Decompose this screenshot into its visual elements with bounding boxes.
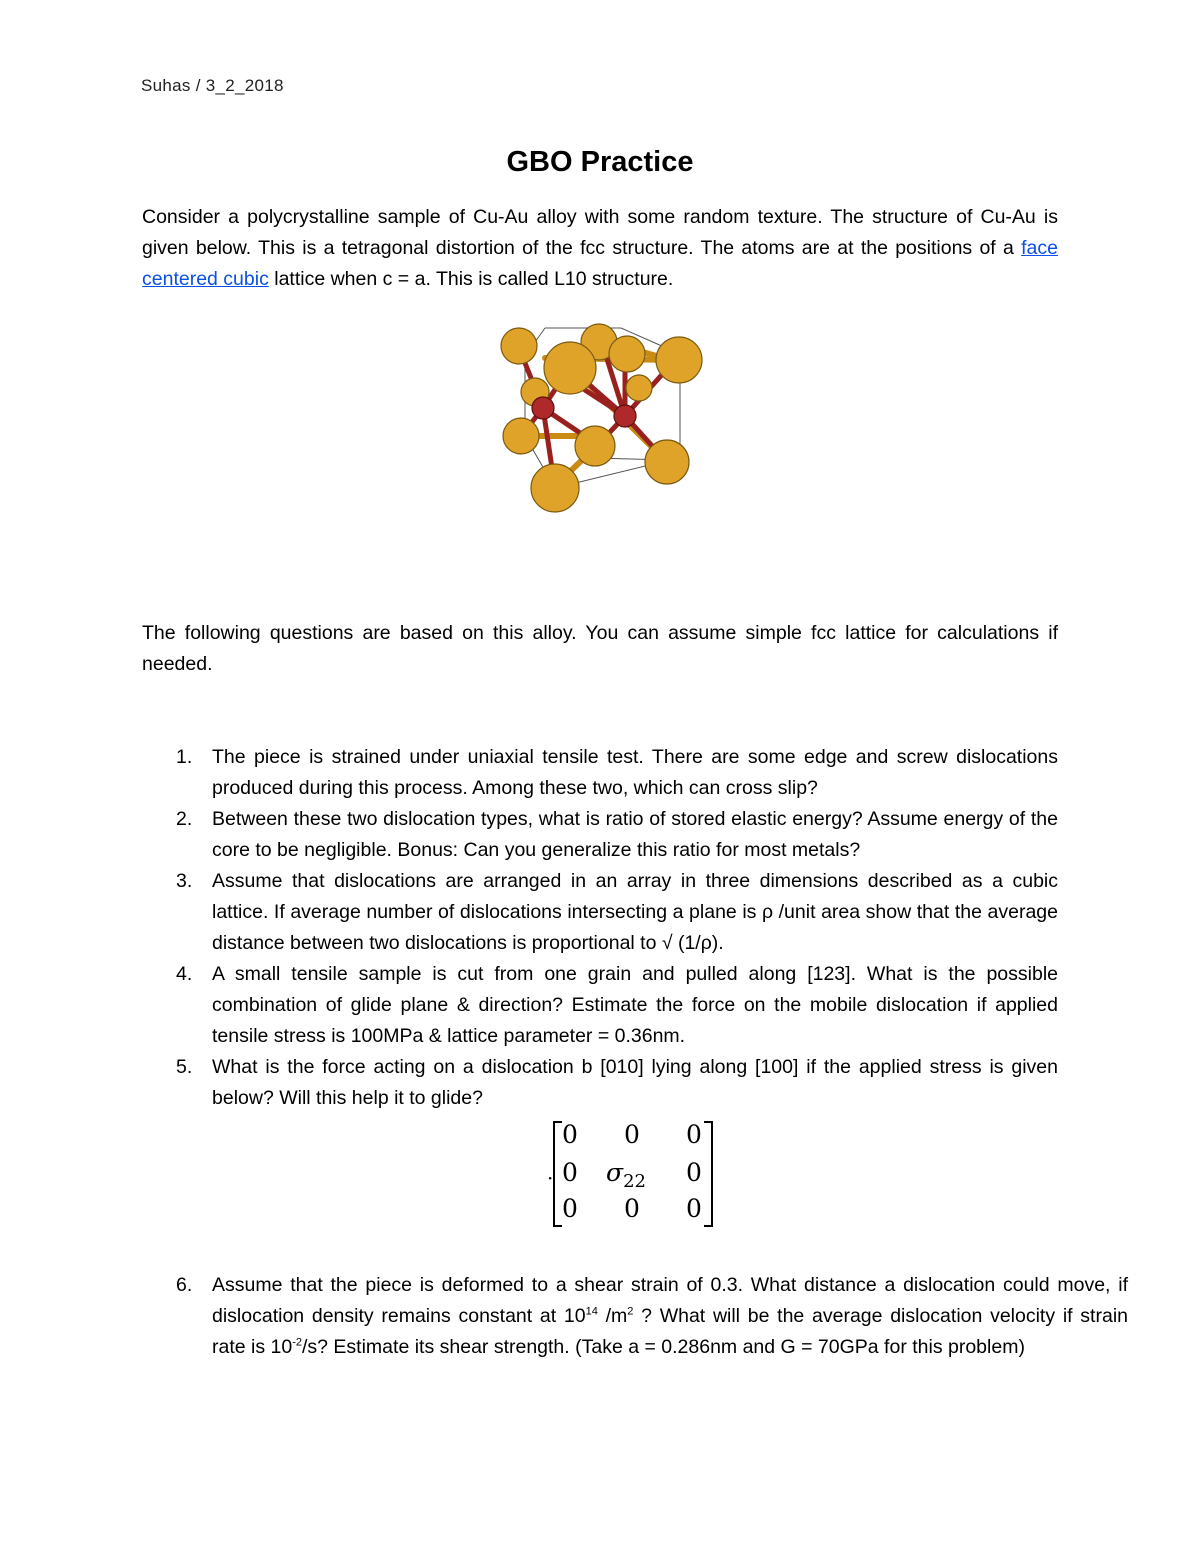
question6-text-part3: ? What will be the average dislocation velocity if strain rate is 10 bbox=[212, 1305, 1128, 1358]
matrix-cell: 0 bbox=[686, 1158, 702, 1187]
stress-matrix bbox=[536, 1118, 726, 1230]
question-number: 3. bbox=[176, 870, 193, 892]
question-number: 2. bbox=[176, 808, 193, 830]
matrix-cell: 0 bbox=[686, 1120, 702, 1149]
question6-exponent-1: 14 bbox=[585, 1305, 598, 1318]
matrix-cell-sigma22: $\sigma_{22}$ bbox=[606, 1158, 646, 1192]
question-text: A small tensile sample is cut from one grain and pulled along [123]. What is the possible combination of glide plane & direction? Estimate the force on the mobile dislocation if applied tensile stress is 100MPa & lattice parameter = 0.36nm. bbox=[212, 963, 1058, 1047]
question-text: What is the force acting on a dislocation b [010] lying along [100] if the applied stress is given below? Will this help it to glide? bbox=[212, 1056, 1058, 1109]
list-item bbox=[142, 866, 1058, 959]
question6-exponent-3: -2 bbox=[292, 1336, 302, 1349]
question-text: Between these two dislocation types, what is ratio of stored elastic energy? Assume energy of the core to be negligible. Bonus: Can you generalize this ratio for most metals? bbox=[212, 808, 1058, 861]
fcc-link[interactable]: face centered cubic bbox=[142, 237, 1058, 290]
question6-text-part2: /m bbox=[597, 1305, 628, 1327]
question-number: 4. bbox=[176, 963, 193, 985]
question-number: 6. bbox=[176, 1274, 193, 1296]
question-text: The piece is strained under uniaxial tensile test. There are some edge and screw dislocations produced during this process. Among these two, which can cross slip? bbox=[212, 746, 1058, 799]
question-text: Assume that dislocations are arranged in an array in three dimensions described as a cubic lattice. If average number of dislocations intersecting a plane is ρ /unit area show that the average distance between two dislocations is proportional to √ (1/ρ). bbox=[212, 870, 1058, 954]
list-item bbox=[142, 959, 1058, 1052]
matrix-cell: 0 bbox=[562, 1194, 578, 1223]
page-title: GBO Practice bbox=[506, 146, 694, 178]
list-item bbox=[142, 1052, 1058, 1114]
matrix-leading-mark: · bbox=[547, 1166, 554, 1190]
question-list bbox=[142, 742, 1058, 1114]
matrix-cell: 0 bbox=[624, 1120, 640, 1149]
questions-intro-paragraph: The following questions are based on this alloy. You can assume simple fcc lattice for calculations if needed. bbox=[142, 622, 1058, 675]
intro-paragraph bbox=[142, 202, 1058, 295]
matrix-cell: 0 bbox=[624, 1194, 640, 1223]
question-text bbox=[212, 1274, 1128, 1358]
intro-text-before-link: Consider a polycrystalline sample of Cu-Au alloy with some random texture. The structure of Cu-Au is given below. This is a tetragonal distortion of the fcc structure. The atoms are at the positions of a bbox=[142, 206, 1058, 259]
question-number: 1. bbox=[176, 746, 193, 768]
question6-exponent-2: 2 bbox=[627, 1305, 634, 1318]
matrix-cell: 0 bbox=[562, 1120, 578, 1149]
matrix-cell: 0 bbox=[686, 1194, 702, 1223]
list-item bbox=[142, 804, 1058, 866]
matrix-cell: 0 bbox=[562, 1158, 578, 1187]
question-number: 5. bbox=[176, 1056, 193, 1078]
question6-text-part4: /s? Estimate its shear strength. (Take a = 0.286nm and G = 70GPa for this problem) bbox=[302, 1336, 1025, 1358]
author-date-header: Suhas / 3_2_2018 bbox=[141, 76, 284, 95]
question6-text-part1: Assume that the piece is deformed to a shear strain of 0.3. What distance a dislocation could move, if dislocation density remains constant at 10 bbox=[212, 1274, 1128, 1327]
list-item bbox=[142, 1270, 1128, 1363]
intro-text-after-link: lattice when c = a. This is called L10 structure. bbox=[268, 268, 674, 290]
crystal-structure-icon bbox=[495, 318, 709, 518]
list-item bbox=[142, 742, 1058, 804]
